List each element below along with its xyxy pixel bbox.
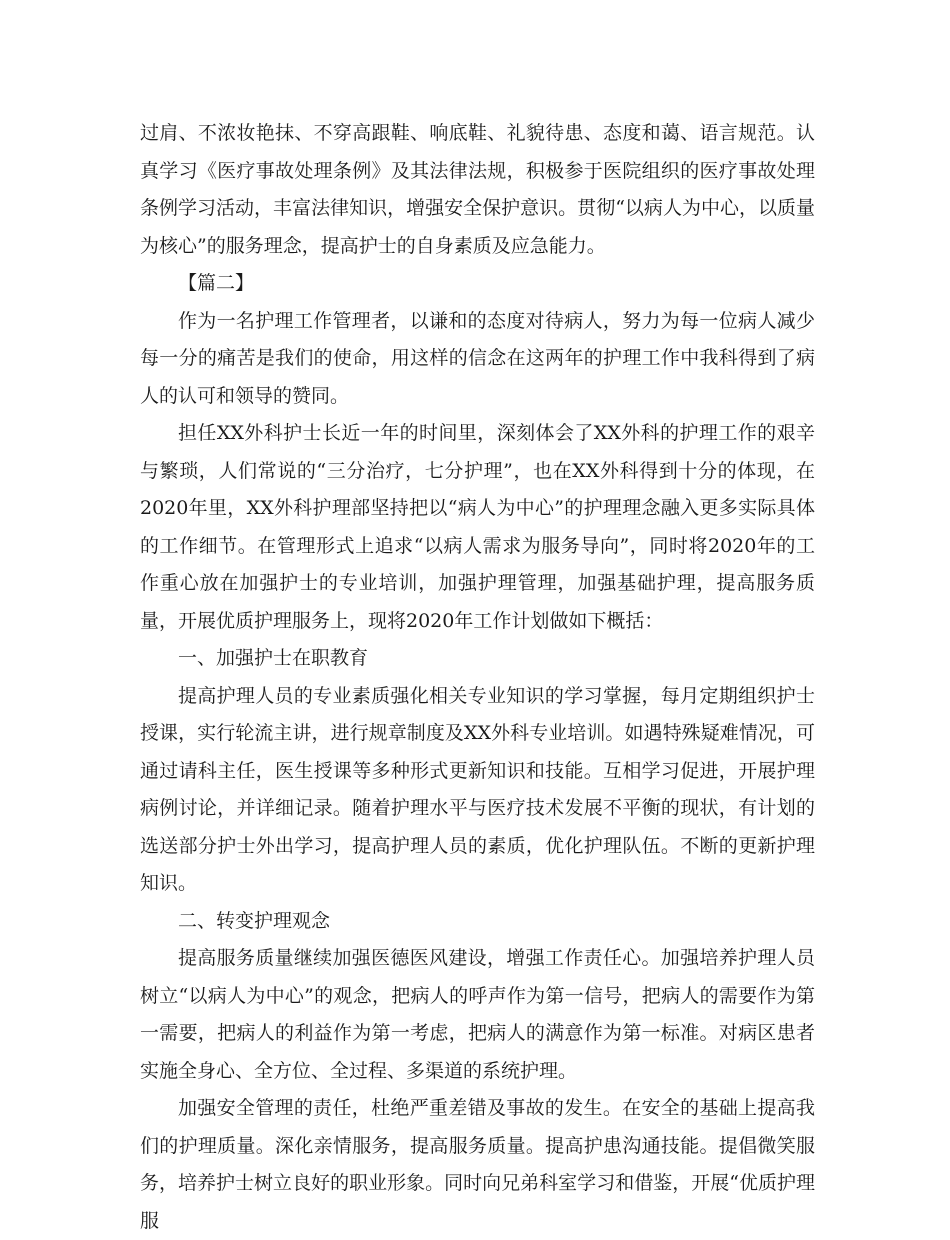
paragraph-overview: 担任XX外科护士长近一年的时间里，深刻体会了XX外科的护理工作的艰辛与繁琐，人们常说的“三分治疗，七分护理”，也在XX外科得到十分的体现，在2020年里，XX外科护理部坚持把以“病人为中心”的护理理念融入更多实际具体的工作细节。在管理形式上追求“以病人需求为服务导向”，同时将2020年的工作重心放在加强护士的专业培训，加强护理管理，加强基础护理，提高服务质量，开展优质护理服务上，现将2020年工作计划做如下概括： — [140, 422, 815, 632]
document-page — [140, 115, 815, 1240]
heading-section-two: 二、转变护理观念 — [178, 909, 331, 932]
section-marker-part-two: 【篇二】 — [178, 272, 255, 294]
paragraph-section-one: 提高护理人员的专业素质强化相关专业知识的学习掌握，每月定期组织护士授课，实行轮流主讲，进行规章制度及XX外科专业培训。如遇特殊疑难情况，可通过请科主任，医生授课等多种形式更新知识和技能。互相学习促进，开展护理病例讨论，并详细记录。随着护理水平与医疗技术发展不平衡的现状，有计划的选送部分护士外出学习，提高护理人员的素质，优化护理队伍。不断的更新护理知识。 — [140, 684, 815, 894]
paragraph-continuation: 过肩、不浓妆艳抹、不穿高跟鞋、响底鞋、礼貌待患、态度和蔼、语言规范。认真学习《医疗事故处理条例》及其法律法规，积极参于医院组织的医疗事故处理条例学习活动，丰富法律知识，增强安全保护意识。贯彻“以病人为中心，以质量为核心”的服务理念，提高护士的自身素质及应急能力。 — [140, 122, 815, 257]
paragraph-safety: 加强安全管理的责任，杜绝严重差错及事故的发生。在安全的基础上提高我们的护理质量。深化亲情服务，提高服务质量。提高护患沟通技能。提倡微笑服务，培养护士树立良好的职业形象。同时向兄弟科室学习和借鉴，开展“优质护理服 — [140, 1097, 815, 1232]
paragraph-intro: 作为一名护理工作管理者，以谦和的态度对待病人，努力为每一位病人减少每一分的痛苦是我们的使命，用这样的信念在这两年的护理工作中我科得到了病人的认可和领导的赞同。 — [140, 309, 815, 407]
paragraph-section-two: 提高服务质量继续加强医德医风建设，增强工作责任心。加强培养护理人员树立“以病人为中心”的观念，把病人的呼声作为第一信号，把病人的需要作为第一需要，把病人的利益作为第一考虑，把病人的满意作为第一标准。对病区患者实施全身心、全方位、全过程、多渠道的系统护理。 — [140, 947, 815, 1082]
heading-section-one: 一、加强护士在职教育 — [178, 647, 369, 669]
